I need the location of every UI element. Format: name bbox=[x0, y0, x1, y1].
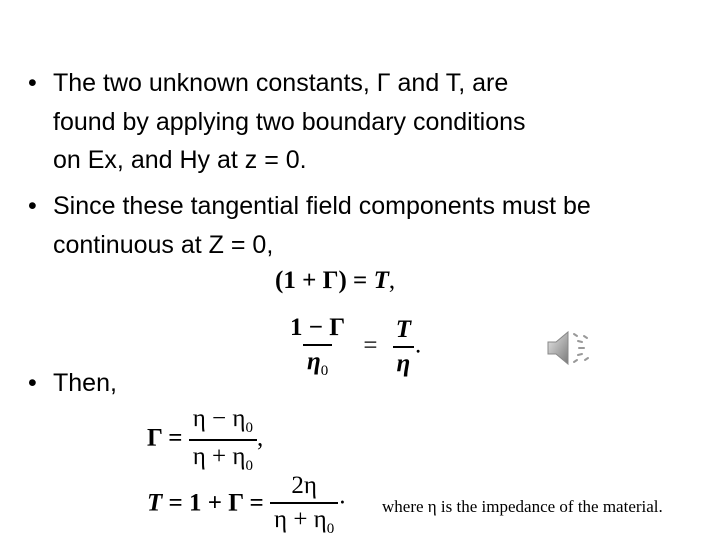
equation-4-lhs: T bbox=[147, 489, 163, 517]
bullet-3-symbol: • bbox=[28, 369, 37, 397]
equation-2-left-fraction bbox=[286, 314, 349, 380]
equation-4-fraction bbox=[270, 472, 338, 538]
bullet-1-line-1: The two unknown constants, Γ and T, are bbox=[53, 69, 509, 97]
equation-4-tail: · bbox=[338, 489, 347, 517]
equation-4 bbox=[147, 472, 347, 538]
bullet-1-symbol: • bbox=[28, 69, 37, 97]
equation-2-right-denominator: η bbox=[393, 346, 415, 378]
equation-1-left: (1 + Γ) = bbox=[275, 267, 374, 294]
equation-1-right: T bbox=[373, 267, 389, 294]
equation-2-left-denominator: η bbox=[306, 348, 321, 375]
equation-2-right-fraction bbox=[392, 316, 415, 378]
equation-3-tail: , bbox=[256, 424, 264, 452]
equation-3-numerator-sub: 0 bbox=[245, 420, 253, 436]
equation-4-denominator-sub: 0 bbox=[326, 521, 335, 537]
equation-3-lhs: Γ = bbox=[147, 424, 183, 452]
equation-1 bbox=[275, 267, 395, 295]
equation-2-left-numerator: 1 − Γ bbox=[290, 314, 346, 341]
speaker-icon[interactable] bbox=[544, 326, 596, 370]
equation-1-tail: , bbox=[388, 267, 396, 294]
equation-3 bbox=[147, 405, 263, 475]
bullet-2-line-1: Since these tangential field components must be bbox=[53, 192, 591, 220]
equation-3-fraction bbox=[189, 405, 257, 475]
bullet-2-symbol: • bbox=[28, 192, 37, 220]
equation-2 bbox=[286, 314, 421, 380]
bullet-2-line-2: continuous at Z = 0, bbox=[53, 231, 274, 259]
equation-2-left-denominator-sub: 0 bbox=[320, 363, 329, 379]
equation-4-numerator: 2η bbox=[291, 472, 317, 499]
equation-2-tail: . bbox=[415, 331, 422, 359]
impedance-note: where η is the impedance of the material. bbox=[382, 497, 663, 516]
bullet-3-line-1: Then, bbox=[53, 369, 117, 397]
equation-4-denominator: η + η bbox=[274, 506, 327, 533]
equation-3-denominator: η + η bbox=[192, 443, 246, 470]
equation-3-denominator-sub: 0 bbox=[245, 458, 253, 474]
equation-4-middle: = 1 + Γ = bbox=[162, 489, 270, 517]
bullet-1-line-3: on Ex, and Hy at z = 0. bbox=[53, 146, 307, 174]
bullet-1-line-2: found by applying two boundary conditions bbox=[53, 108, 526, 136]
equation-3-numerator: η − η bbox=[192, 405, 246, 432]
equation-2-right-numerator: T bbox=[395, 316, 412, 343]
equation-2-equals: = bbox=[363, 331, 378, 359]
